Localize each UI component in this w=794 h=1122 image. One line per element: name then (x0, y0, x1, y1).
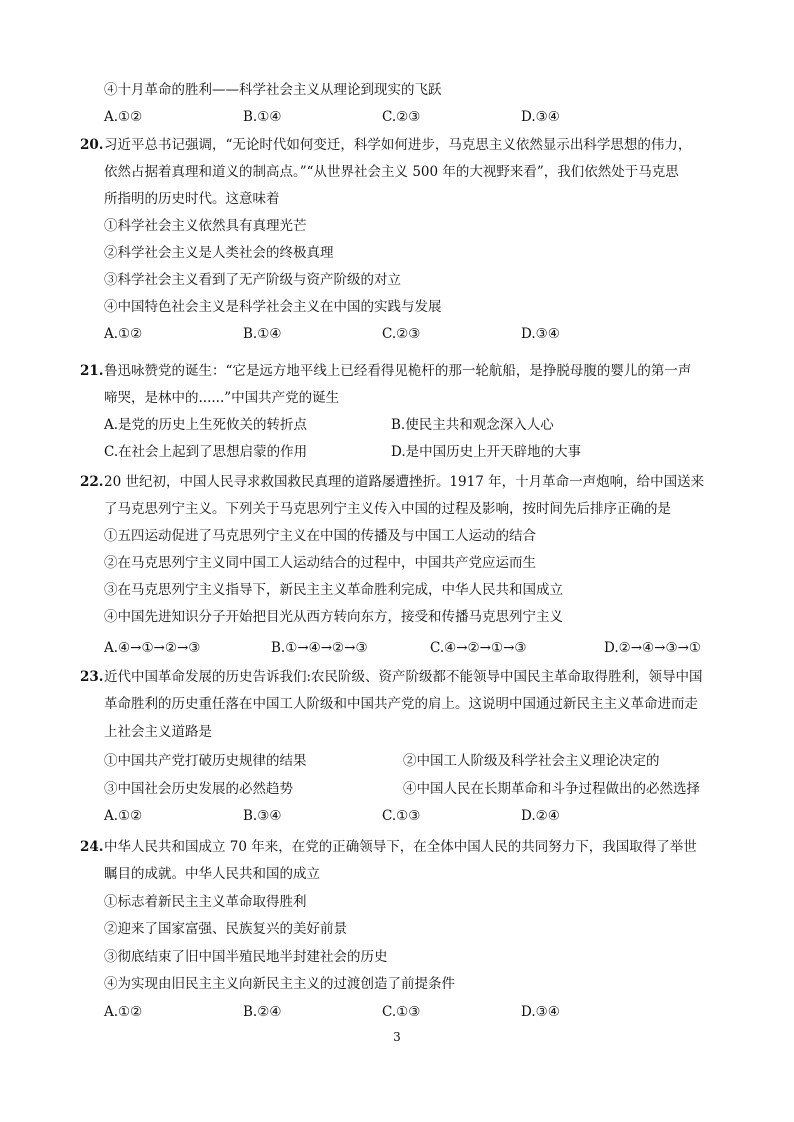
q19-options (104, 107, 724, 127)
q22-stem-line: 20 世纪初，中国人民寻求救国救民真理的道路屡遭挫折。1917 年，十月革命一声炮响，给中国送来 (104, 474, 705, 490)
q24-stem-line: 瞩目的成就。中华人民共和国的成立 (104, 866, 320, 882)
question-number: 20. (80, 137, 104, 153)
option-d: D.③④ (521, 326, 560, 342)
option-d: D.②→④→③→① (604, 640, 701, 656)
q23-stem-line: 近代中国革命发展的历史告诉我们:农民阶级、资产阶级都不能领导中国民主革命取得胜利，领导中国 (104, 669, 703, 685)
option-b: B.③④ (243, 808, 282, 824)
q21-options-row (104, 415, 724, 435)
q23-stem-line: 革命胜利的历史重任落在中国工人阶级和中国共产党的肩上。这说明中国通过新民主主义革命进而走 (104, 696, 698, 712)
q23-items-row (104, 751, 724, 771)
option-c: C.①③ (382, 808, 421, 824)
option-a: A.是党的历史上生死攸关的转折点 (104, 417, 308, 433)
q20-stem-line: 依然占据着真理和道义的制高点。”“从世界社会主义 500 年的大视野来看”，我们依然处于马克思 (104, 164, 679, 180)
q21-stem-line: 啼哭，是林中的......”中国共产党的诞生 (104, 390, 340, 406)
q22-item: ④中国先进知识分子开始把目光从西方转向东方，接受和传播马克思列宁主义 (104, 609, 563, 625)
q23-stem-line: 上社会主义道路是 (104, 724, 212, 740)
option-c: C.①③ (382, 1004, 421, 1020)
q22-item: ③在马克思列宁主义指导下，新民主主义革命胜利完成，中华人民共和国成立 (104, 582, 563, 598)
q21-stem-line: 鲁迅咏赞党的诞生：“它是远方地平线上已经看得见桅杆的那一轮航船，是挣脱母腹的婴儿的第一声 (104, 363, 692, 379)
q24-options (104, 1002, 724, 1022)
option-d: D.③④ (521, 109, 560, 125)
q24-item: ①标志着新民主主义革命取得胜利 (104, 894, 307, 910)
q24-stem-line: 中华人民共和国成立 70 年来，在党的正确领导下，在全体中国人民的共同努力下，我国取得了举世 (104, 839, 697, 855)
option-b: B.①④ (243, 109, 282, 125)
option-a: A.①② (104, 109, 143, 125)
option-a: A.①② (104, 808, 143, 824)
q22-options (104, 638, 724, 658)
q23-item: ④中国人民在长期革命和斗争过程做出的必然选择 (403, 781, 700, 797)
question-number: 22. (80, 474, 104, 490)
q19-item-4: ④十月革命的胜利——科学社会主义从理论到现实的飞跃 (104, 82, 442, 98)
q20-options (104, 324, 724, 344)
option-b: B.使民主共和观念深入人心 (391, 417, 554, 433)
option-a: A.①② (104, 326, 143, 342)
q23-options (104, 806, 724, 826)
q20-item: ②科学社会主义是人类社会的终极真理 (104, 245, 334, 261)
q20-item: ④中国特色社会主义是科学社会主义在中国的实践与发展 (104, 299, 442, 315)
q20-stem-line: 习近平总书记强调，“无论时代如何变迁，科学如何进步，马克思主义依然显示出科学思想的伟力， (104, 137, 692, 153)
q24-item: ③彻底结束了旧中国半殖民地半封建社会的历史 (104, 949, 388, 965)
q20-stem-line: 所指明的历史时代。这意味着 (104, 191, 280, 207)
option-c: C.②③ (382, 109, 421, 125)
q20-item: ③科学社会主义看到了无产阶级与资产阶级的对立 (104, 272, 401, 288)
option-b: B.①→④→②→③ (271, 640, 368, 656)
question-number: 24. (80, 839, 104, 855)
option-d: D.②④ (521, 808, 560, 824)
q22-item: ①五四运动促进了马克思列宁主义在中国的传播及与中国工人运动的结合 (104, 528, 536, 544)
option-c: C.在社会上起到了思想启蒙的作用 (104, 444, 308, 460)
q21-options-row (104, 442, 724, 462)
option-a: A.①② (104, 1004, 143, 1020)
q24-item: ④为实现由旧民主主义向新民主主义的过渡创造了前提条件 (104, 976, 455, 992)
option-b: B.①④ (243, 326, 282, 342)
q22-stem-line: 了马克思列宁主义。下列关于马克思列宁主义传入中国的过程及影响，按时间先后排序正确的是 (104, 501, 671, 517)
q23-items-row (104, 779, 724, 799)
q23-item: ②中国工人阶级及科学社会主义理论决定的 (403, 753, 660, 769)
q20-item: ①科学社会主义依然具有真理光芒 (104, 218, 307, 234)
option-c: C.④→②→①→③ (430, 640, 527, 656)
q23-item: ①中国共产党打破历史规律的结果 (104, 753, 307, 769)
question-number: 23. (80, 669, 104, 685)
option-b: B.②④ (243, 1004, 282, 1020)
option-d: D.是中国历史上开天辟地的大事 (391, 444, 582, 460)
option-d: D.③④ (521, 1004, 560, 1020)
q22-item: ②在马克思列宁主义同中国工人运动结合的过程中，中国共产党应运而生 (104, 555, 536, 571)
option-c: C.②③ (382, 326, 421, 342)
question-number: 21. (80, 363, 104, 379)
option-a: A.④→①→②→③ (104, 640, 201, 656)
q23-item: ③中国社会历史发展的必然趋势 (104, 781, 293, 797)
q24-item: ②迎来了国家富强、民族复兴的美好前景 (104, 921, 347, 937)
page-number: 3 (393, 1030, 401, 1044)
